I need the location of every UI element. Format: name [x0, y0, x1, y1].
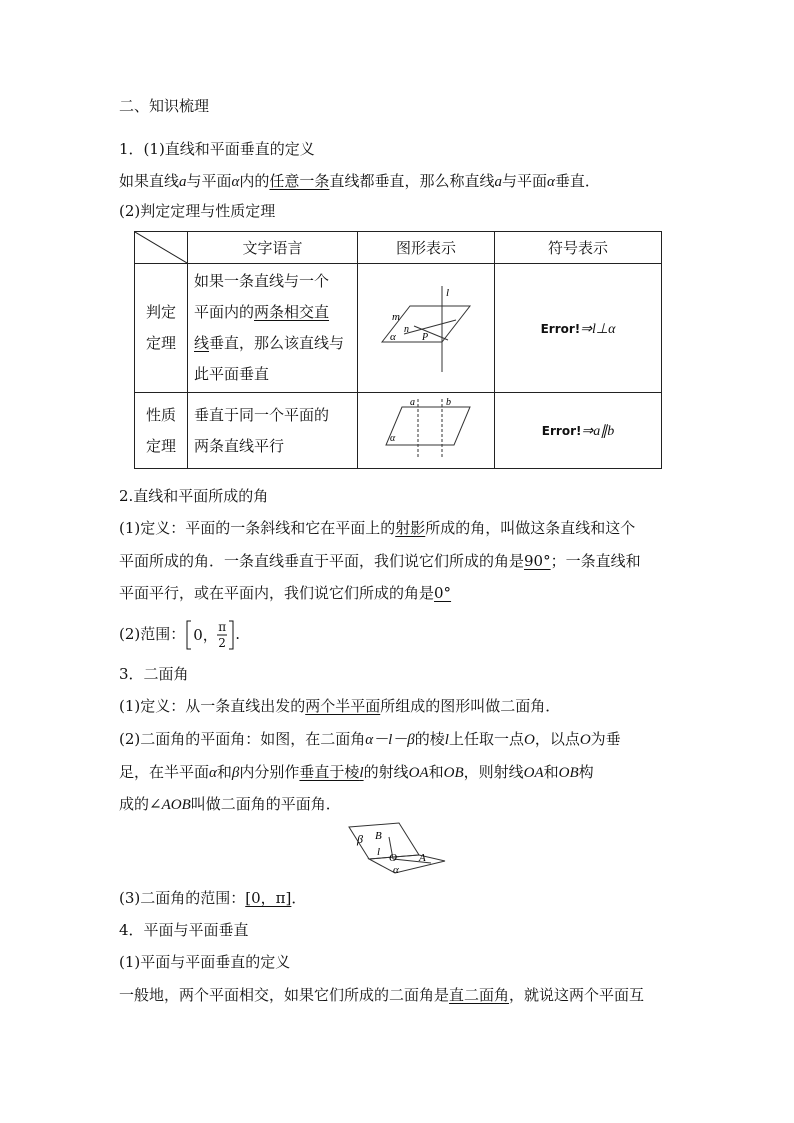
s2-paragraph-1: (1)定义：平面的一条斜线和它在平面上的射影所成的角，叫做这条直线和这个 — [119, 519, 636, 537]
header-symbol: 符号表示 — [495, 232, 662, 264]
fig-label-b: B — [375, 830, 382, 842]
s2-paragraph-3: 平面平行，或在平面内，我们说它们所成的角是0° — [119, 584, 452, 602]
table-row — [135, 264, 662, 393]
fig-label-a: a — [410, 397, 415, 408]
s1-subtitle: (2)判定定理与性质定理 — [119, 202, 276, 220]
fig-label-o: O — [389, 852, 397, 864]
fig-label-n: n — [404, 324, 409, 335]
row-symbol-judge: Error!⇒l⊥α — [495, 264, 662, 393]
table-header-row — [135, 232, 662, 264]
parallel-lines-figure — [358, 393, 494, 464]
s3-title: 3．二面角 — [119, 665, 189, 683]
theorem-table — [134, 231, 662, 469]
fig-label-b: b — [446, 397, 451, 408]
s4-subtitle: (1)平面与平面垂直的定义 — [119, 953, 291, 971]
s4-paragraph-1: 一般地，两个平面相交，如果它们所成的二面角是直二面角，就说这两个平面互 — [119, 986, 645, 1004]
dihedral-angle-figure — [345, 819, 449, 877]
row-label-property: 性质 定理 — [135, 393, 188, 469]
fig-label-a: A — [419, 852, 426, 864]
perpendicular-line-plane-figure — [358, 264, 494, 388]
s3-plane-angle-2: 足，在半平面α和β内分别作垂直于棱l的射线OA和OB，则射线OA和OB构 — [119, 763, 594, 781]
header-figure: 图形表示 — [358, 232, 495, 264]
row-text-judge: 如果一条直线与一个 平面内的两条相交直 线垂直，那么该直线与 此平面垂直 — [188, 264, 358, 393]
fig-label-l: l — [377, 846, 381, 858]
diagonal-header-cell — [135, 232, 188, 264]
s2-range: (2)范围： 0， π 2 . — [119, 620, 241, 650]
fig-label-p: P — [422, 332, 429, 343]
header-text-lang: 文字语言 — [188, 232, 358, 264]
fig-label-alpha: α — [390, 433, 396, 444]
fig-label-beta: β — [357, 832, 363, 846]
range-bracket: 0， π 2 — [185, 619, 235, 651]
s3-plane-angle-3: 成的∠AOB叫做二面角的平面角． — [119, 795, 341, 813]
s2-title: 2.直线和平面所成的角 — [119, 487, 269, 505]
section-title: 二、知识梳理 — [119, 97, 210, 115]
row-symbol-property: Error!⇒a∥b — [495, 393, 662, 469]
table-row — [135, 393, 662, 469]
s4-title: 4．平面与平面垂直 — [119, 921, 249, 939]
fig-label-l: l — [446, 287, 450, 299]
fig-label-alpha: α — [393, 864, 399, 876]
diagonal-line — [135, 232, 187, 263]
row-text-property: 垂直于同一个平面的 两条直线平行 — [188, 393, 358, 469]
s2-paragraph-2: 平面所成的角．一条直线垂直于平面，我们说它们所成的角是90°；一条直线和 — [119, 552, 641, 570]
s3-range: (3)二面角的范围：[0，π]． — [119, 889, 307, 907]
row-figure-property — [358, 393, 495, 469]
s1-definition: 如果直线a与平面α内的任意一条直线都垂直，那么称直线a与平面α垂直． — [119, 172, 600, 190]
fig-label-alpha: α — [390, 331, 396, 343]
row-label-judge: 判定 定理 — [135, 264, 188, 393]
s3-plane-angle-1: (2)二面角的平面角：如图，在二面角α－l－β的棱l上任取一点O，以点O为垂 — [119, 730, 621, 748]
fig-label-m: m — [392, 311, 400, 323]
s3-definition: (1)定义：从一条直线出发的两个半平面所组成的图形叫做二面角． — [119, 697, 561, 715]
s1-title: 1．(1)直线和平面垂直的定义 — [119, 140, 315, 158]
row-figure-judge — [358, 264, 495, 393]
